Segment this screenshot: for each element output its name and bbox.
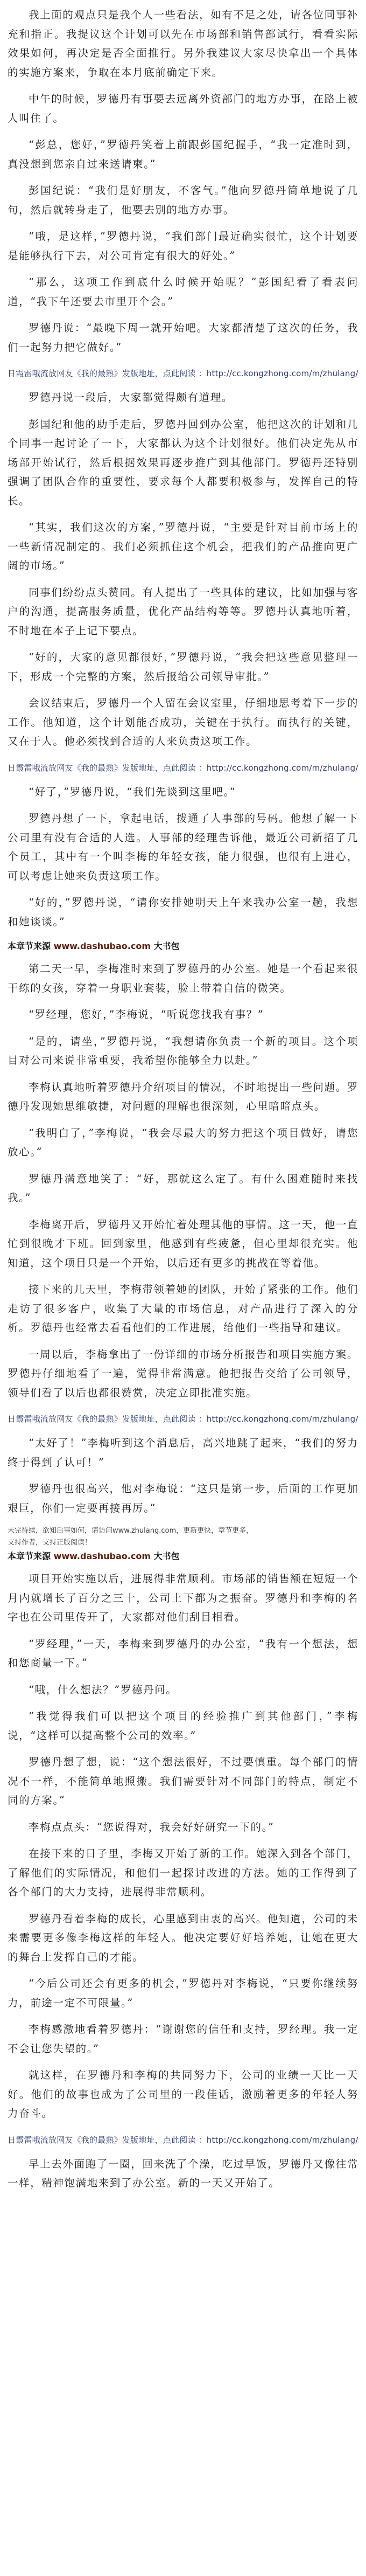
paragraph-group-7 — [8, 2155, 358, 2200]
paragraph: 罗德丹说一段后，大家都觉得颇有道理。 — [29, 391, 233, 404]
paragraph: 彭国纪和他的助手走后，罗德丹回到办公室，他把这次的计划和几个同事一起讨论了一下，大家都认为这个计划很好。他们决定先从市场部开始试行，然后根据效果再逐步推广到其他部门。罗德丹还特别强调了团队合作的重要性，要求每个人都要积极参与，发挥自己的特长。 — [8, 418, 358, 507]
paragraph: “其实，我们这次的方案，”罗德丹说，“主要是针对目前市场上的一些新情况制定的。我们必须抓住这个机会，把我们的产品推向更广阔的市场。” — [8, 521, 358, 572]
paragraph: “罗经理，”一天，李梅来到罗德丹的办公室，“我有一个想法，想和您商量一下。” — [8, 1637, 358, 1669]
paragraph: 会议结束后，罗德丹一个人留在会议室里，仔细地思考着下一步的工作。他知道，这个计划能否成功，关键在于执行。而执行的关键，又在于人。他必须找到合适的人来负责这项工作。 — [8, 697, 358, 747]
paragraph: 一周以后，李梅拿出了一份详细的市场分析报告和项目实施方案。罗德丹仔细地看了一遍，觉得非常满意。他把报告交给了公司领导，领导们看了以后也都很赞赏，决定立即批准实施。 — [8, 1348, 358, 1399]
paragraph: 李梅感激地看着罗德丹：“谢谢您的信任和支持，罗经理。我一定不会让您失望的。” — [8, 2023, 358, 2055]
paragraph: 早上去外面跑了一圈，回来洗了个澡，吃过早饭，罗德丹又像往常一样，精神饱满地来到了办公室。新的一天又开始了。 — [8, 2157, 358, 2189]
ad-text: 日霞雷哦流放网友《我的最熟》发版地址，点此阅读 ： — [8, 369, 207, 378]
paragraph: “那么，这项工作到底什么时候开始呢？”彭国纪看了看表问道，“我下午还要去市里开个会。” — [8, 276, 358, 308]
source-label: 本章节来源 — [8, 941, 51, 951]
ad-text: 日霞雷哦流放网友《我的最熟》发版地址，点此阅读 ： — [8, 2135, 207, 2145]
ad-link[interactable]: http://cc.kongzhong.com/m/zhulang/ — [206, 2135, 358, 2145]
paragraph: “彭总，您好，”罗德丹笑着上前跟彭国纪握手，“我一定准时到，真没想到您亲自过来送请柬。” — [8, 139, 358, 170]
paragraph: 同事们纷纷点头赞同。有人提出了一些具体的建议，比如加强与客户的沟通，提高服务质量，优化产品结构等等。罗德丹认真地听着，不时地在本子上记下要点。 — [8, 586, 358, 637]
paragraph: “好了，”罗德丹说，“我们先谈到这里吧。” — [29, 785, 236, 798]
source-credit — [8, 940, 358, 953]
ad-link[interactable]: http://cc.kongzhong.com/m/zhulang/ — [206, 1414, 358, 1424]
paragraph: 李梅认真地听着罗德丹介绍项目的情况，不时地提出一些问题。罗德丹发现她思维敏捷，对问题的理解也很深刻，心里暗暗点头。 — [8, 1081, 358, 1112]
ad-link[interactable]: http://cc.kongzhong.com/m/zhulang/ — [206, 763, 358, 773]
source-site[interactable]: www.dashubao.com — [53, 1551, 151, 1561]
paragraph: “好的，大家的意见都很好，”罗德丹说，“我会把这些意见整理一下，形成一个完整的方案，然后报给公司领导审批。” — [8, 651, 358, 683]
ad-text: 日霞雷哦流放网友《我的最熟》发版地址，点此阅读 ： — [8, 1414, 207, 1424]
paragraph: 罗德丹说：“最晚下周一就开始吧。大家都清楚了这次的任务，我们一起努力把它做好。” — [8, 322, 358, 354]
paragraph: 罗德丹满意地笑了：“好，那就这么定了。有什么困难随时来找我。” — [8, 1172, 358, 1204]
ad-banner — [8, 761, 358, 775]
paragraph: “好的，”罗德丹说，“请你安排她明天上午来我办公室一趟，我想和她谈谈。” — [8, 896, 358, 928]
paragraph: “今后公司还会有更多的机会，”罗德丹对李梅说，“只要你继续努力，前途一定不可限量。” — [8, 1977, 358, 2009]
paragraph: 罗德丹也很高兴，他对李梅说：“这只是第一步，后面的工作更加艰巨，你们一定要再接再厉。” — [8, 1483, 358, 1514]
paragraph: “我觉得我们可以把这个项目的经验推广到其他部门，”李梅说，“这样可以提高整个公司的效率。” — [8, 1710, 358, 1742]
paragraph: 我上面的观点只是我个人一些看法，如有不足之处，请各位同事补充和指正。我提议这个计划可以先在市场部和销售部试行，看看实际效果如何，再决定是否全面推行。另外我建议大家尽快拿出一个具体的实施方案来，争取在本月底前确定下来。 — [8, 9, 358, 79]
source-suffix: 大书包 — [153, 941, 180, 951]
paragraph: “太好了！”李梅听到这个消息后，高兴地跳了起来，“我们的努力终于得到了认可！” — [8, 1437, 358, 1469]
ad-banner — [8, 2133, 358, 2147]
paragraph-group-3 — [8, 783, 358, 939]
paragraph-group-1 — [8, 5, 358, 364]
ad-banner — [8, 1412, 358, 1426]
paragraph: 罗德丹想了一下，拿起电话，拨通了人事部的号码。他想了解一下公司里有没有合适的人选。人事部的经理告诉他，最近公司新招了几个员工，其中有一个叫李梅的年轻女孩，能力很强，也很有上进心，可以考虑让她来负责这项工作。 — [8, 812, 358, 882]
paragraph-group-5 — [8, 1434, 358, 1525]
paragraph: 罗德丹看着李梅的成长，心里感到由衷的高兴。他知道，公司的未来需要更多像李梅这样的年轻人。他决定要好好培养她，让她在更大的舞台上发挥自己的才能。 — [8, 1912, 358, 1963]
paragraph: 彭国纪说：“我们是好朋友，不客气。”他向罗德丹简单地说了几句，然后就转身走了，他要去别的地方办事。 — [8, 184, 358, 216]
continuation-note — [8, 1525, 358, 1549]
source-site[interactable]: www.dashubao.com — [53, 941, 151, 951]
paragraph: 就这样，在罗德丹和李梅的共同努力下，公司的业绩一天比一天好。他们的故事也成为了公司里的一段佳话，激励着更多的年轻人努力奋斗。 — [8, 2069, 358, 2120]
paragraph-group-2 — [8, 388, 358, 759]
paragraph: 李梅点点头：“您说得对，我会好好研究一下的。” — [29, 1820, 274, 1833]
chapter-body — [8, 5, 358, 2200]
paragraph: 中午的时候，罗德丹有事要去远离外资部门的地方办事，在路上被人叫住了。 — [8, 93, 358, 124]
paragraph: 接下来的几天里，李梅带领着她的团队，开始了紧张的工作。他们走访了很多客户，收集了大量的市场信息，对产品进行了深入的分析。罗德丹也经常去看看他们的工作进展，给他们一些指导和建议。 — [8, 1283, 358, 1334]
paragraph-group-4 — [8, 959, 358, 1410]
note-line: 未完待续，欲知后事如何，请访问www.zhulang.com，更新更快，章节更多， — [8, 1527, 254, 1535]
paragraph: “是的，请坐，”罗德丹说，“我想请你负责一个新的项目。这个项目对公司来说非常重要，我希望你能够全力以赴。” — [8, 1035, 358, 1067]
paragraph-group-6 — [8, 1569, 358, 2131]
paragraph: 在接下来的日子里，李梅又开始了新的工作。她深入到各个部门，了解他们的实际情况，和他们一起探讨改进的方法。她的工作得到了各个部门的大力支持，进展得非常顺利。 — [8, 1847, 358, 1898]
ad-text: 日霞雷哦流放网友《我的最熟》发版地址，点此阅读 ： — [8, 763, 207, 773]
paragraph: 罗德丹想了想，说：“这个想法很好，不过要慎重。每个部门的情况不一样，不能简单地照搬。我们需要针对不同部门的特点，制定不同的方案。” — [8, 1756, 358, 1806]
paragraph: 李梅离开后，罗德丹又开始忙着处理其他的事情。这一天，他一直忙到很晚才下班。回到家里，他感到有些疲惫，但心里却很充实。他知道，这个项目只是一个开始，以后还有更多的挑战在等着他。 — [8, 1218, 358, 1269]
paragraph: “哦，什么想法？”罗德丹问。 — [29, 1683, 178, 1696]
paragraph: 项目开始实施以后，进展得非常顺利。市场部的销售额在短短一个月内就增长了百分之三十，公司上下都为之振奋。罗德丹和李梅的名字也在公司里传开了，大家都对他们刮目相看。 — [8, 1573, 358, 1623]
source-credit — [8, 1550, 358, 1563]
paragraph: “罗经理，您好，”李梅说，“听说您找我有事？” — [29, 1008, 264, 1021]
ad-banner — [8, 366, 358, 380]
paragraph: “哦，是这样，”罗德丹说，“我们部门最近确实很忙，这个计划要是能够执行下去，对公司肯定有很大的好处。” — [8, 230, 358, 262]
note-line: 支持作者，支持正版阅读！ — [8, 1539, 92, 1547]
source-label: 本章节来源 — [8, 1551, 51, 1561]
paragraph: “我明白了，”李梅说，“我会尽最大的努力把这个项目做好，请您放心。” — [8, 1126, 358, 1158]
paragraph: 第二天一早，李梅准时来到了罗德丹的办公室。她是一个看起来很干练的女孩，穿着一身职业套装，脸上带着自信的微笑。 — [8, 962, 358, 994]
ad-link[interactable]: http://cc.kongzhong.com/m/zhulang/ — [206, 369, 358, 378]
source-suffix: 大书包 — [153, 1551, 180, 1561]
